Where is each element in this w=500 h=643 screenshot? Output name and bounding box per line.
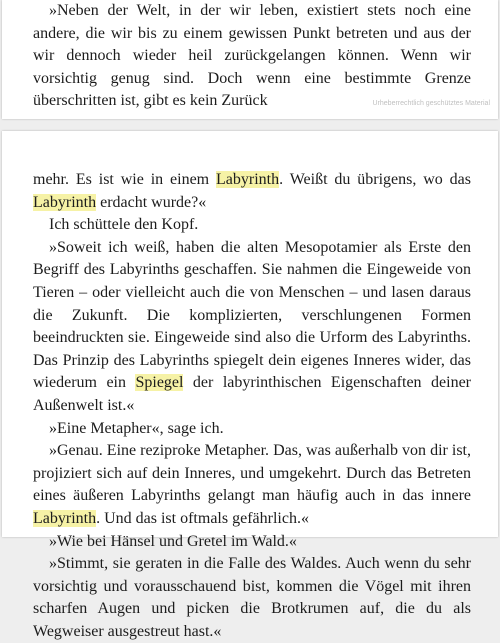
highlighted-word[interactable]: Labyrinth (216, 171, 280, 188)
paragraph: Ich schüttele den Kopf. (49, 216, 199, 234)
paragraph: »Neben der Welt, in der wir leben, existiert stets noch eine andere, die wir bis zu einem gewissen Punkt betreten und aus der wir dennoch wieder heil zurückgelangen können. Wenn wir vorsichtig genug sind. Doch wenn eine bestimmte Grenze überschritten ist, gibt es kein Zurück (33, 2, 471, 110)
page-text-lower (33, 169, 471, 643)
text-run: »Genau. Eine reziproke Metapher. Das, was außerhalb von dir ist, projiziert sich auf dein Inneres, und umgekehrt. Durch das Betreten eines äußeren Labyrinths gelangt man häufig auch in das innere (33, 442, 471, 505)
text-run: mehr. Es ist wie in einem (33, 171, 217, 188)
page-text-upper (33, 0, 471, 113)
highlighted-word[interactable]: Labyrinth (33, 509, 97, 527)
paragraph (33, 440, 471, 530)
book-page-lower (2, 131, 498, 640)
paragraph: »Stimmt, sie geraten in die Falle des Waldes. Auch wenn du sehr vorsichtig und vorausschauend bist, kommen die Vögel mit ihren scharfen Augen und picken die Brotkrumen auf, die du als Wegweiser ausgestreut hast.« (33, 555, 471, 640)
copyright-watermark: Urheberrechtlich geschütztes Material (372, 100, 490, 107)
paragraph: »Wie bei Hänsel und Gretel im Wald.« (49, 532, 297, 550)
text-run: erdacht wurde?« (96, 193, 207, 211)
text-run: »Soweit ich weiß, haben die alten Mesopotamier als Erste den Begriff des Labyrinths geschaffen. Sie nahmen die Eingeweide von Tieren – oder vielleicht auch die von Menschen – und lasen daraus die Zukunft. Die komplizierten, verschlungenen Formen beeindruckten sie. Eingeweide sind also die Urform des Labyrinths. Das Prinzip des Labyrinths spiegelt dein eigenes Inneres wider, das wiederum ein (33, 238, 471, 392)
text-run: . Und das ist oftmals gefährlich.« (96, 509, 309, 527)
paragraph (33, 237, 471, 418)
highlighted-word[interactable]: Labyrinth (33, 193, 97, 211)
book-page-upper (2, 0, 498, 119)
text-run: der labyrinthischen Eigenschaften deiner Außenwelt ist.« (33, 374, 472, 414)
paragraph: »Eine Metapher«, sage ich. (49, 419, 224, 437)
text-run: . Weißt du übrigens, wo das (279, 171, 471, 188)
highlighted-word[interactable]: Spiegel (135, 374, 184, 392)
paragraph (33, 169, 471, 214)
